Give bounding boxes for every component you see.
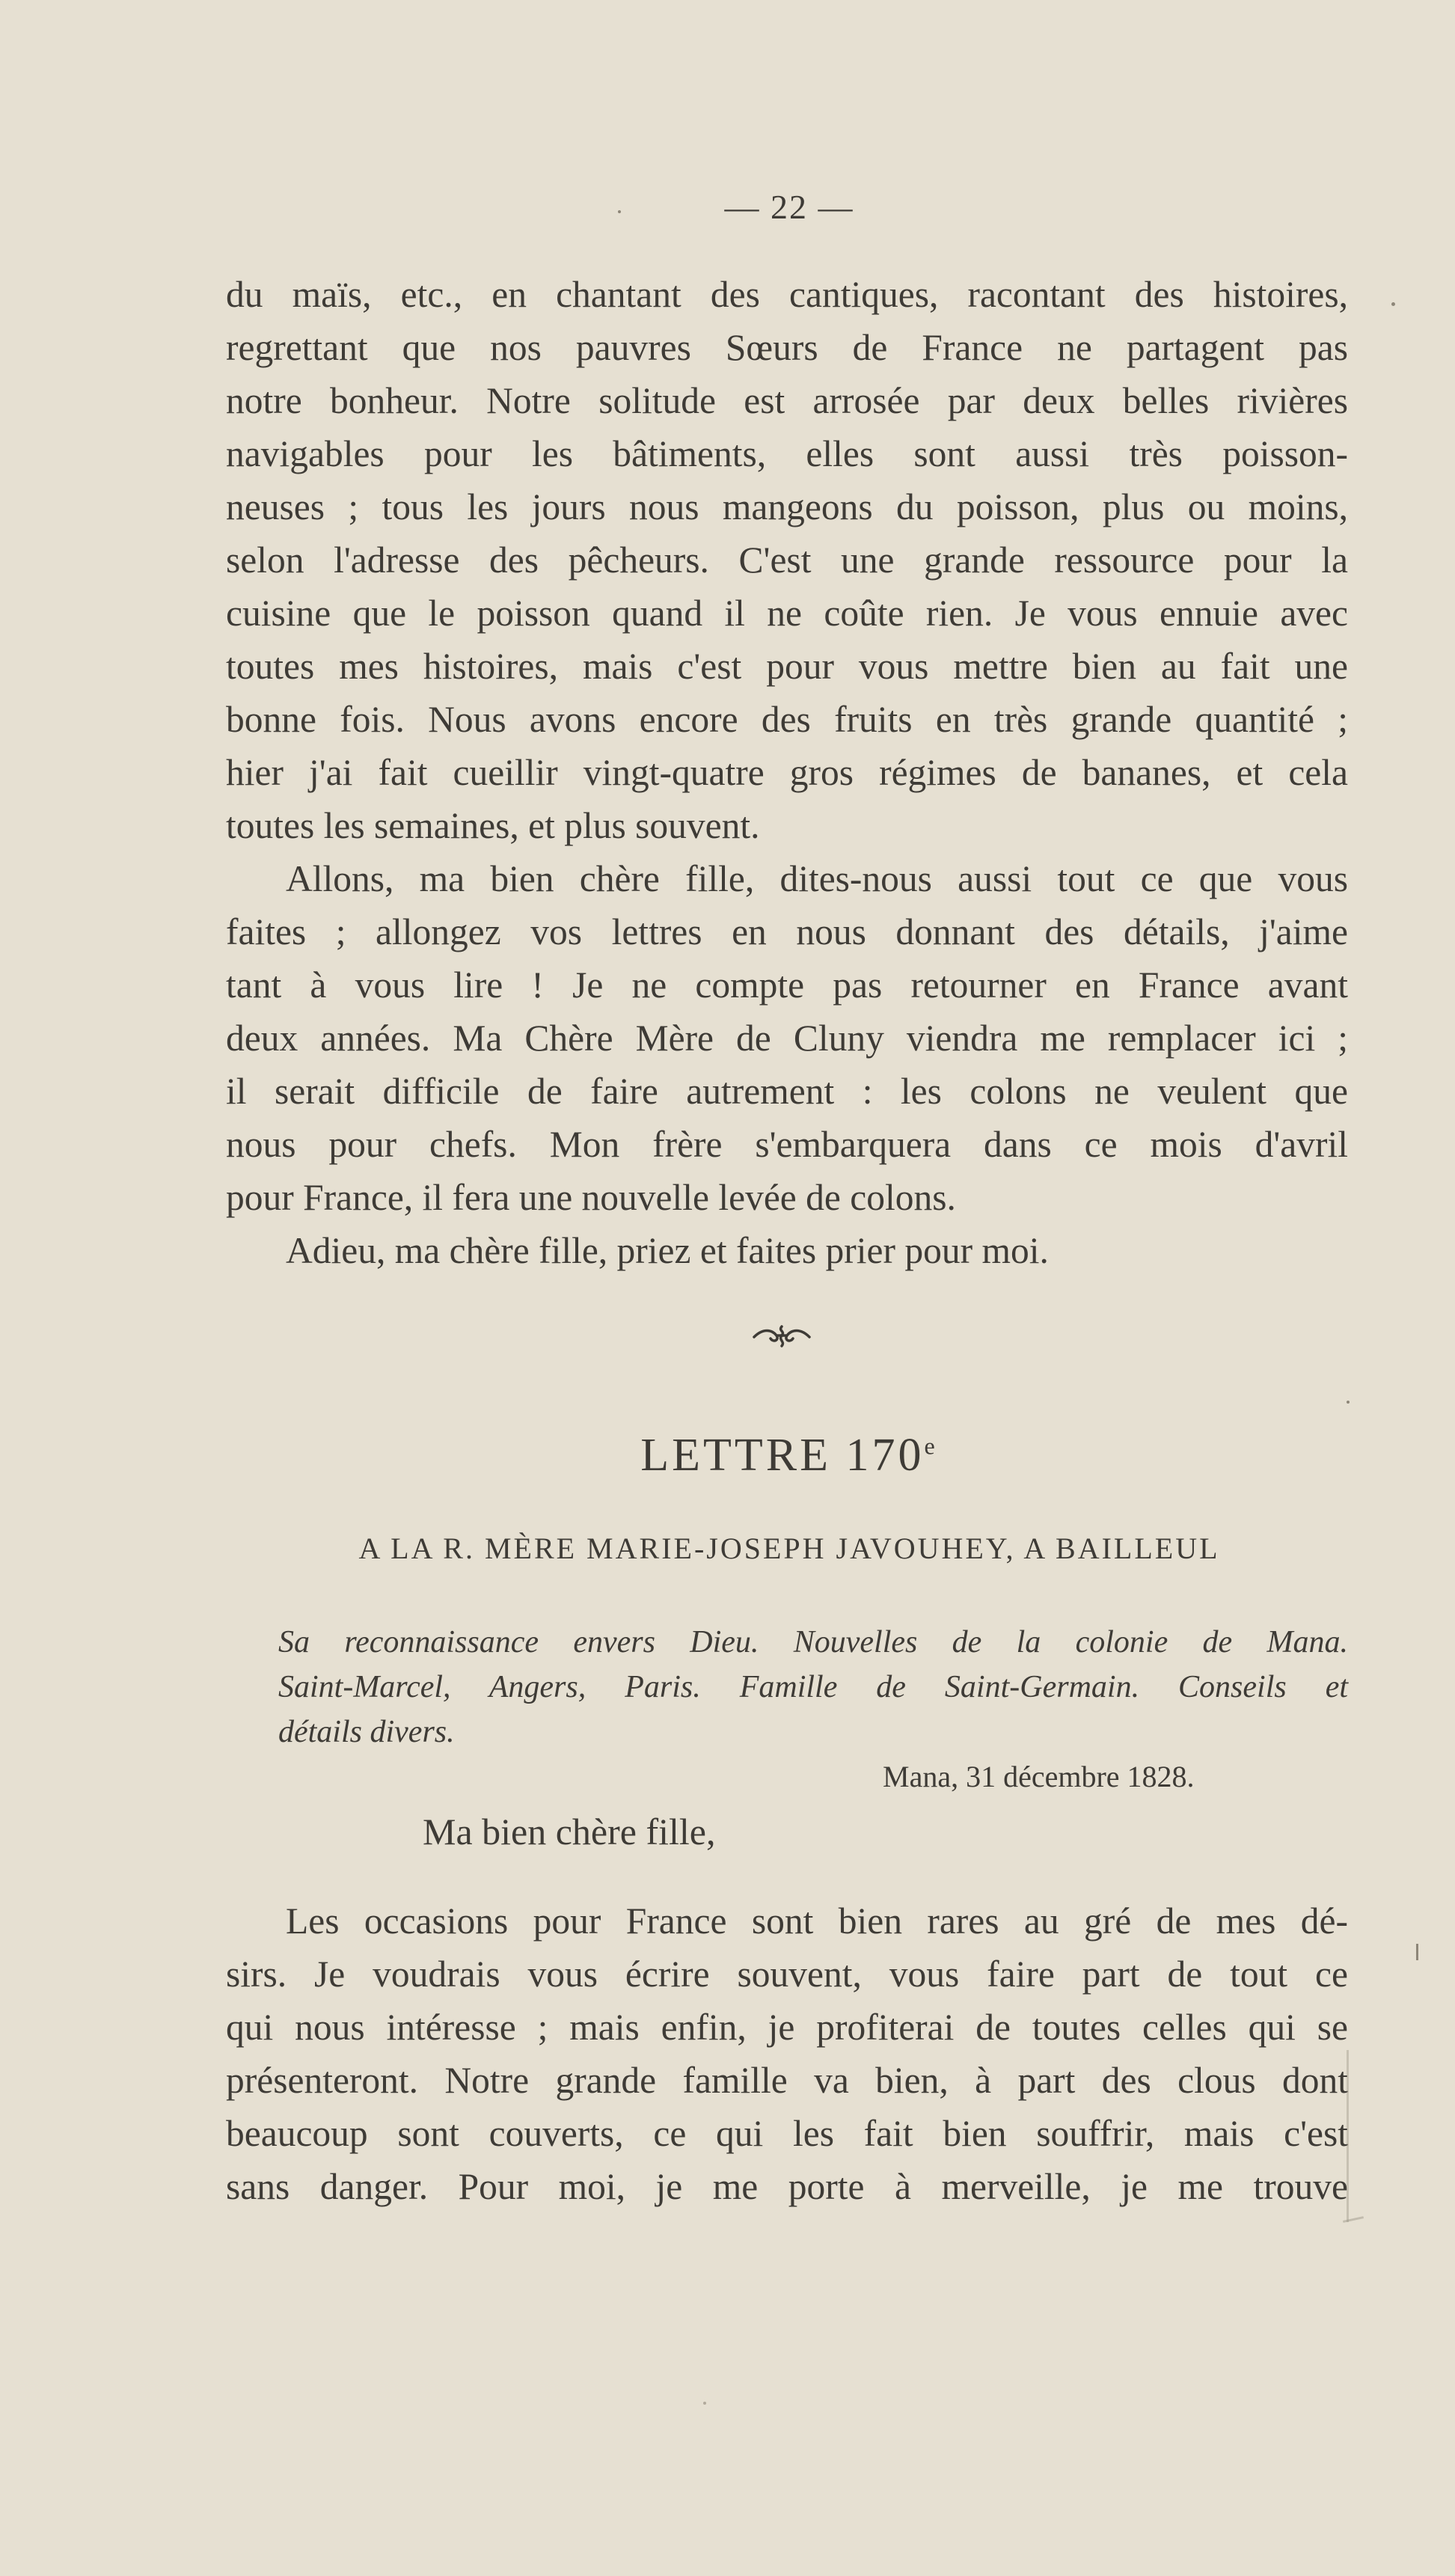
text-line: toutes mes histoires, mais c'est pour vous mettre bien au fait une (226, 646, 1348, 687)
text-line: regrettant que nos pauvres Sœurs de France ne partagent pas (226, 327, 1348, 368)
letter-body (226, 1894, 1348, 2213)
paper-blemish (1416, 1944, 1418, 1960)
text-line: deux années. Ma Chère Mère de Cluny viendra me remplacer ici ; (226, 1018, 1348, 1059)
text-line: sirs. Je voudrais vous écrire souvent, vous faire part de tout ce (226, 1954, 1348, 1995)
text-line: pour France, il fera une nouvelle levée de colons. (226, 1177, 956, 1218)
letter-title (0, 1429, 1455, 1482)
text-line: notre bonheur. Notre solitude est arrosée par deux belles rivières (226, 380, 1348, 421)
letter-title-text: LETTRE 170 (640, 1430, 925, 1481)
paper-blemish (703, 2402, 706, 2405)
paper-blemish (1391, 302, 1395, 306)
letter-continuation (226, 268, 1348, 1277)
text-line: bonne fois. Nous avons encore des fruits en très grande quantité ; (226, 699, 1348, 740)
paper-blemish (1347, 1401, 1350, 1404)
text-line: sans danger. Pour moi, je me porte à merveille, je me trouve (226, 2166, 1348, 2207)
letter-salutation: Ma bien chère fille, (423, 1811, 716, 1853)
paper-blemish (618, 210, 621, 213)
text-line: il serait difficile de faire autrement : les colons ne veulent que (226, 1071, 1348, 1112)
paper-blemish (1347, 2050, 1349, 2222)
text-line: nous pour chefs. Mon frère s'embarquera dans ce mois d'avril (226, 1124, 1348, 1165)
page-number: — 22 — (724, 188, 854, 226)
text-line: selon l'adresse des pêcheurs. C'est une grande ressource pour la (226, 539, 1348, 581)
text-line: Adieu, ma chère fille, priez et faites prier pour moi. (286, 1230, 1049, 1271)
text-line: toutes les semaines, et plus souvent. (226, 805, 760, 846)
fleuron-ornament (748, 1321, 815, 1350)
summary-line: Sa reconnaissance envers Dieu. Nouvelles de la colonie de Mana. (278, 1625, 1348, 1659)
letter-title-sup: e (924, 1432, 938, 1460)
text-line: du maïs, etc., en chantant des cantiques, racontant des histoires, (226, 274, 1348, 315)
letter-recipient: A LA R. MÈRE MARIE-JOSEPH JAVOUHEY, A BAILLEUL (358, 1532, 1220, 1565)
text-line: beaucoup sont couverts, ce qui les fait bien souffrir, mais c'est (226, 2113, 1348, 2154)
summary-line: détails divers. (278, 1715, 455, 1749)
text-line: Allons, ma bien chère fille, dites-nous aussi tout ce que vous (286, 858, 1348, 899)
text-line: faites ; allongez vos lettres en nous donnant des détails, j'aime (226, 911, 1348, 952)
text-line: neuses ; tous les jours nous mangeons du poisson, plus ou moins, (226, 486, 1348, 527)
letter-dateline: Mana, 31 décembre 1828. (883, 1760, 1195, 1793)
summary-line: Saint-Marcel, Angers, Paris. Famille de Saint-Germain. Conseils et (278, 1670, 1348, 1704)
text-line: tant à vous lire ! Je ne compte pas retourner en France avant (226, 964, 1348, 1006)
text-line: hier j'ai fait cueillir vingt-quatre gros régimes de bananes, et cela (226, 752, 1348, 793)
text-line: présenteront. Notre grande famille va bien, à part des clous dont (226, 2060, 1348, 2101)
text-line: navigables pour les bâtiments, elles sont aussi très poisson- (226, 433, 1348, 474)
letter-summary (278, 1620, 1348, 1754)
text-line: Les occasions pour France sont bien rares au gré de mes dé- (286, 1900, 1348, 1942)
text-line: qui nous intéresse ; mais enfin, je profiterai de toutes celles qui se (226, 2007, 1348, 2048)
text-line: cuisine que le poisson quand il ne coûte rien. Je vous ennuie avec (226, 593, 1348, 634)
